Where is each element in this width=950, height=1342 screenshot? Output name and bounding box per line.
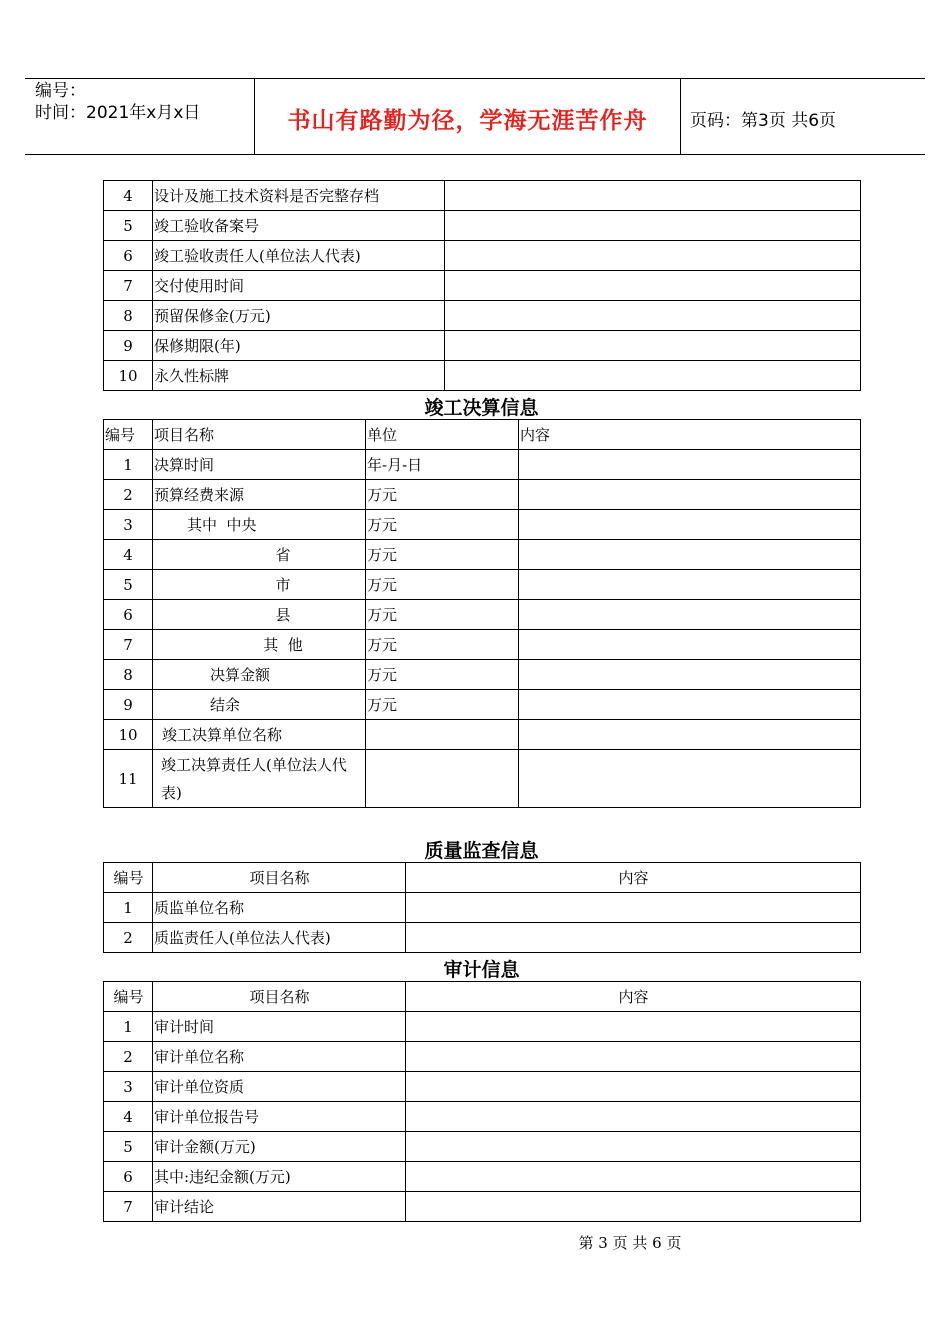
col-header-name: 项目名称 — [153, 863, 406, 893]
table-row — [104, 181, 861, 211]
row-name: 审计结论 — [153, 1192, 406, 1222]
row-name: 其中 中央 — [153, 510, 366, 540]
row-unit — [366, 720, 519, 750]
table-header-row — [104, 863, 861, 893]
row-number: 5 — [104, 570, 153, 600]
row-content[interactable] — [406, 893, 861, 923]
row-name: 交付使用时间 — [153, 271, 445, 301]
table-row — [104, 600, 861, 630]
row-unit: 万元 — [366, 480, 519, 510]
col-header-name: 项目名称 — [153, 420, 366, 450]
row-number: 6 — [104, 1162, 153, 1192]
audit-title: 审计信息 — [443, 959, 520, 981]
row-content[interactable] — [406, 1042, 861, 1072]
row-number: 7 — [104, 630, 153, 660]
row-value[interactable] — [445, 301, 861, 331]
table-row — [104, 690, 861, 720]
row-name: 审计单位名称 — [153, 1042, 406, 1072]
row-number: 6 — [104, 241, 153, 271]
row-name: 市 — [153, 570, 366, 600]
row-value[interactable] — [445, 211, 861, 241]
row-content[interactable] — [406, 1192, 861, 1222]
row-number: 1 — [104, 1012, 153, 1042]
header-top-rule — [25, 78, 925, 79]
row-number: 5 — [104, 1132, 153, 1162]
col-header-content: 内容 — [519, 420, 861, 450]
settlement-table — [103, 419, 861, 808]
continued-table — [103, 180, 861, 391]
row-content[interactable] — [406, 1102, 861, 1132]
row-value[interactable] — [445, 361, 861, 391]
table-row — [104, 1042, 861, 1072]
table-row — [104, 750, 861, 808]
row-number: 6 — [104, 600, 153, 630]
table-row — [104, 331, 861, 361]
quality-title: 质量监查信息 — [424, 840, 539, 862]
header-divider-right — [680, 78, 681, 154]
row-number: 8 — [104, 660, 153, 690]
row-name: 审计金额(万元) — [153, 1132, 406, 1162]
row-name: 预算经费来源 — [153, 480, 366, 510]
row-content[interactable] — [519, 660, 861, 690]
row-unit: 万元 — [366, 510, 519, 540]
row-name: 竣工验收备案号 — [153, 211, 445, 241]
table-header-row — [104, 420, 861, 450]
row-unit: 万元 — [366, 630, 519, 660]
table-row — [104, 271, 861, 301]
col-header-number: 编号 — [104, 982, 153, 1012]
row-content[interactable] — [406, 1072, 861, 1102]
row-name: 其 他 — [153, 630, 366, 660]
row-content[interactable] — [406, 1162, 861, 1192]
row-value[interactable] — [445, 271, 861, 301]
table-row — [104, 301, 861, 331]
row-unit: 万元 — [366, 660, 519, 690]
settlement-title: 竣工决算信息 — [424, 397, 539, 419]
col-header-content: 内容 — [406, 863, 861, 893]
row-content[interactable] — [519, 630, 861, 660]
row-unit: 万元 — [366, 690, 519, 720]
table-row — [104, 923, 861, 953]
row-number: 2 — [104, 923, 153, 953]
row-number: 3 — [104, 1072, 153, 1102]
row-number: 10 — [104, 361, 153, 391]
row-number: 9 — [104, 331, 153, 361]
row-content[interactable] — [519, 750, 861, 808]
table-row — [104, 1072, 861, 1102]
row-name: 决算时间 — [153, 450, 366, 480]
col-header-number: 编号 — [104, 863, 153, 893]
row-number: 7 — [104, 1192, 153, 1222]
row-unit: 年-月-日 — [366, 450, 519, 480]
table-row — [104, 720, 861, 750]
row-name: 竣工验收责任人(单位法人代表) — [153, 241, 445, 271]
page-footer: 第 3 页 共 6 页 — [578, 1234, 682, 1252]
row-name: 结余 — [153, 690, 366, 720]
table-row — [104, 1132, 861, 1162]
row-name: 设计及施工技术资料是否完整存档 — [153, 181, 445, 211]
audit-table — [103, 981, 861, 1222]
row-name: 审计单位报告号 — [153, 1102, 406, 1132]
table-row — [104, 211, 861, 241]
row-value[interactable] — [445, 331, 861, 361]
table-row — [104, 630, 861, 660]
row-number: 4 — [104, 181, 153, 211]
row-content[interactable] — [519, 480, 861, 510]
row-content[interactable] — [519, 690, 861, 720]
row-unit: 万元 — [366, 540, 519, 570]
col-header-number: 编号 — [104, 420, 153, 450]
col-header-name: 项目名称 — [153, 982, 406, 1012]
table-row — [104, 241, 861, 271]
row-content[interactable] — [406, 1012, 861, 1042]
table-row — [104, 570, 861, 600]
row-number: 2 — [104, 480, 153, 510]
row-content[interactable] — [406, 1132, 861, 1162]
row-number: 2 — [104, 1042, 153, 1072]
row-number: 3 — [104, 510, 153, 540]
row-content[interactable] — [519, 600, 861, 630]
table-row — [104, 450, 861, 480]
row-number: 4 — [104, 1102, 153, 1132]
row-number: 9 — [104, 690, 153, 720]
row-content[interactable] — [519, 450, 861, 480]
row-content[interactable] — [519, 510, 861, 540]
row-value[interactable] — [445, 241, 861, 271]
row-number: 1 — [104, 893, 153, 923]
row-number: 8 — [104, 301, 153, 331]
table-row — [104, 1012, 861, 1042]
table-row — [104, 1162, 861, 1192]
row-unit — [366, 750, 519, 808]
row-name: 质监单位名称 — [153, 893, 406, 923]
header-page-info: 页码：第3页 共6页 — [690, 111, 837, 131]
header-code-label: 编号： — [35, 81, 86, 101]
row-number: 10 — [104, 720, 153, 750]
row-number: 5 — [104, 211, 153, 241]
row-name: 省 — [153, 540, 366, 570]
table-header-row — [104, 982, 861, 1012]
row-content[interactable] — [519, 570, 861, 600]
row-content[interactable] — [406, 923, 861, 953]
row-name: 审计时间 — [153, 1012, 406, 1042]
quality-table — [103, 862, 861, 953]
col-header-content: 内容 — [406, 982, 861, 1012]
row-name: 竣工决算责任人(单位法人代表) — [153, 750, 366, 808]
row-name: 保修期限(年) — [153, 331, 445, 361]
row-unit: 万元 — [366, 570, 519, 600]
row-name: 永久性标牌 — [153, 361, 445, 391]
header-meta — [35, 80, 200, 124]
row-name: 县 — [153, 600, 366, 630]
row-name: 预留保修金(万元) — [153, 301, 445, 331]
row-content[interactable] — [519, 720, 861, 750]
table-row — [104, 893, 861, 923]
row-number: 11 — [104, 750, 153, 808]
table-row — [104, 361, 861, 391]
table-row — [104, 1102, 861, 1132]
row-number: 7 — [104, 271, 153, 301]
table-row — [104, 1192, 861, 1222]
row-number: 1 — [104, 450, 153, 480]
table-row — [104, 480, 861, 510]
row-name: 审计单位资质 — [153, 1072, 406, 1102]
table-row — [104, 510, 861, 540]
row-unit: 万元 — [366, 600, 519, 630]
row-name: 质监责任人(单位法人代表) — [153, 923, 406, 953]
col-header-unit: 单位 — [366, 420, 519, 450]
row-number: 4 — [104, 540, 153, 570]
header-bottom-rule — [25, 154, 925, 155]
header-time-label: 时间：2021年x月x日 — [35, 103, 201, 123]
row-name: 竣工决算单位名称 — [153, 720, 366, 750]
row-value[interactable] — [445, 181, 861, 211]
table-row — [104, 660, 861, 690]
header-motto: 书山有路勤为径，学海无涯苦作舟 — [287, 108, 648, 134]
row-content[interactable] — [519, 540, 861, 570]
row-name: 决算金额 — [153, 660, 366, 690]
table-row — [104, 540, 861, 570]
row-name: 其中:违纪金额(万元) — [153, 1162, 406, 1192]
